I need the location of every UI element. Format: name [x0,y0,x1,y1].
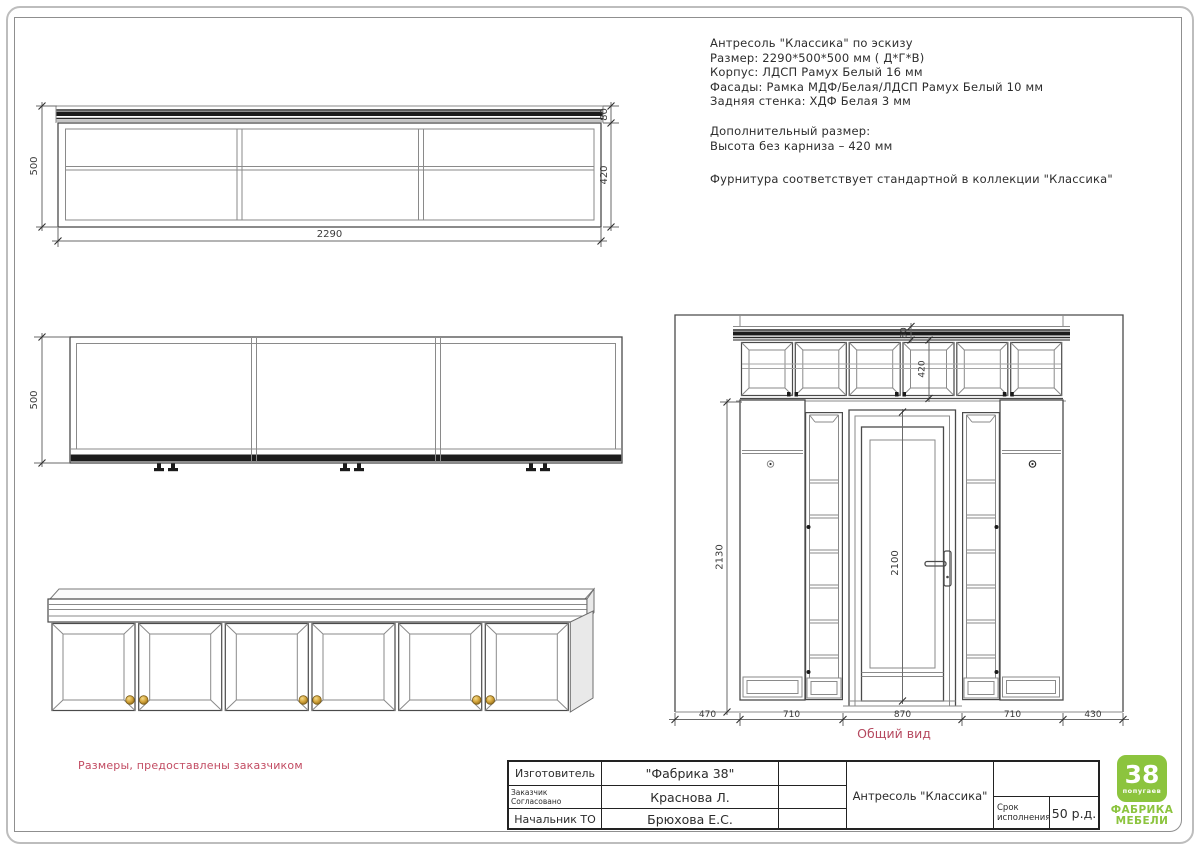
mounting-feet [154,464,550,472]
title-block [507,760,1100,830]
logo-badge [1117,755,1167,802]
dim-gv-w0: 470 [698,710,717,720]
door-handle [925,551,951,586]
factory-logo [1110,755,1174,831]
empty-cell [779,786,847,809]
general-view-drawing [669,315,1129,726]
spec-line: Антресоль "Классика" по эскизу [710,36,913,50]
dim-plan-depth: 500 [29,390,40,410]
dim-front-cornice: 80 [599,108,610,121]
term-label: исполнения [997,813,1051,823]
term-value: 50 р.д. [1051,805,1097,821]
dim-front-width: 2290 [316,229,343,240]
maker-label: Изготовитель [509,762,602,786]
dim-gv-w3: 710 [1003,710,1022,720]
right-wardrobe [1000,400,1063,700]
door-panel [139,624,222,711]
spec-extra-value: Высота без карниза – 420 мм [710,138,893,153]
dim-gv-w2: 870 [893,710,912,720]
customer-note: Размеры, предоставлены заказчиком [78,759,303,772]
dim-front-body: 420 [599,165,610,185]
logo-factory-name [1110,805,1174,827]
empty-cell [779,762,847,786]
spec-line: Фасады: Рамка МДФ/Белая/ЛДСП Рамух Белый 10 мм [710,79,1044,94]
logo-number: 38 [1124,759,1160,789]
chief-value: Брюхова Е.С. [602,809,779,829]
spec-extra-title: Дополнительный размер: [710,123,871,138]
dim-gv-w1: 710 [782,710,801,720]
customer-value: Краснова Л. [602,786,779,809]
left-shelving-column [806,413,843,700]
dim-gv-mezzanine: 420 [917,360,928,378]
empty-cell [779,809,847,829]
chief-label: Начальник ТО [509,809,602,829]
spec-line: Задняя стенка: ХДФ Белая 3 мм [710,94,911,109]
cornice-front [48,599,587,622]
logo-factory-line1: ФАБРИКА [1110,804,1174,816]
approved-label: Согласовано [511,797,562,806]
general-view-caption: Общий вид [857,726,931,741]
left-wardrobe [740,400,805,700]
spec-line: Размер: 2290*500*500 мм ( Д*Г*В) [710,50,925,65]
cabinet-top-surface [50,589,594,599]
door-panel [225,624,308,711]
door-panel [312,624,395,711]
term-label: Срок [997,803,1019,813]
front-view-drawing [29,102,619,247]
right-shelving-column [963,413,1000,700]
spec-hardware: Фурнитура соответствует стандартной в коллекции "Классика" [710,172,1113,187]
cabinet-side-panel [570,611,593,712]
logo-word: попугаев [1122,786,1162,795]
perspective-view-drawing [48,589,594,712]
customer-label: Заказчик [511,788,548,797]
dim-front-height: 500 [29,156,40,176]
plan-view-drawing [29,333,622,471]
door-panel [399,624,482,711]
cornice-band [56,112,603,117]
spec-text-block [710,36,1180,187]
dim-gv-wall-height: 2130 [714,544,726,570]
empty-cell [994,762,1098,797]
logo-factory-line2: МЕБЕЛИ [1115,815,1169,827]
dim-gv-w4: 430 [1084,710,1102,720]
dim-gv-cornice: 80 [899,327,910,339]
product-title: Антресоль "Классика" [847,762,994,829]
spec-line: Корпус: ЛДСП Рамух Белый 16 мм [710,65,923,80]
cabinet-body [58,123,601,227]
dim-gv-door-height: 2100 [890,550,901,576]
door-panel [52,624,135,711]
door-panel [485,624,568,711]
maker-value: "Фабрика 38" [602,762,779,786]
